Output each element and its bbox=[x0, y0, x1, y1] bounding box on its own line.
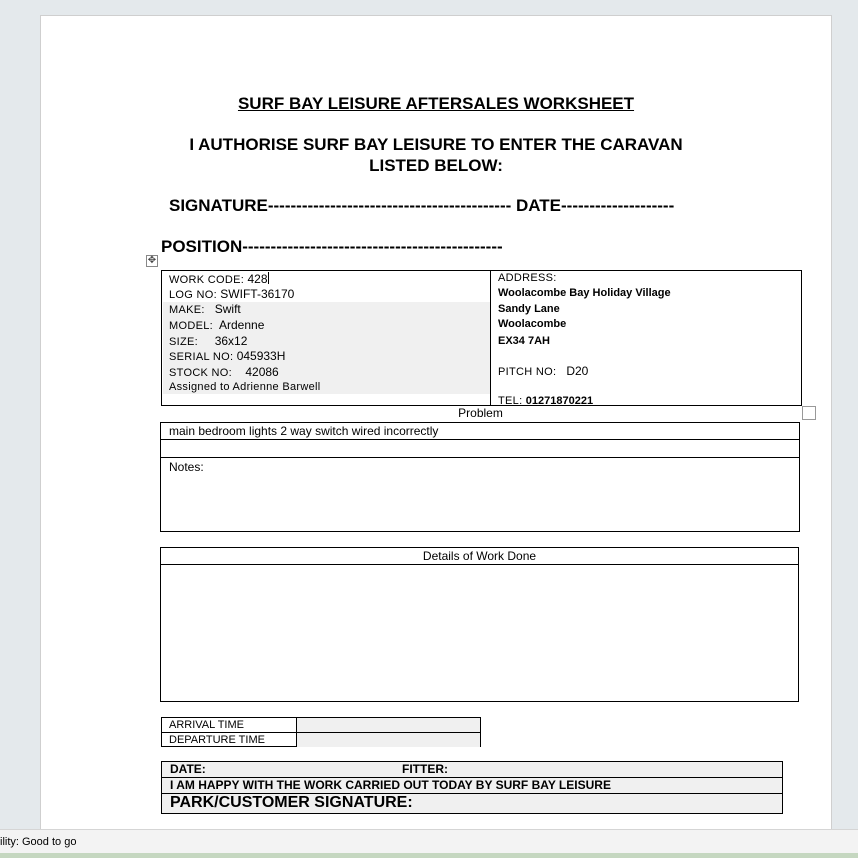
happy-statement: I AM HAPPY WITH THE WORK CARRIED OUT TODAY BY SURF BAY LEISURE bbox=[170, 778, 611, 792]
notes-label: Notes: bbox=[169, 460, 204, 474]
arrival-time-label: ARRIVAL TIME bbox=[169, 719, 244, 731]
address-label: ADDRESS: bbox=[498, 272, 557, 284]
make-row: MAKE: Swift bbox=[169, 302, 241, 316]
details-heading: Details of Work Done bbox=[161, 548, 798, 565]
log-no-value: SWIFT-36170 bbox=[220, 287, 295, 301]
serial-row: SERIAL NO: 045933H bbox=[169, 349, 286, 363]
customer-signature-label: PARK/CUSTOMER SIGNATURE: bbox=[170, 794, 413, 811]
table-move-handle-icon[interactable]: ✥ bbox=[147, 255, 157, 266]
fitter-label: FITTER: bbox=[402, 762, 448, 776]
model-value: Ardenne bbox=[219, 318, 265, 332]
stock-row: STOCK NO: 42086 bbox=[169, 365, 279, 379]
make-value: Swift bbox=[214, 302, 241, 316]
document-page[interactable] bbox=[40, 15, 832, 845]
text-cursor bbox=[268, 272, 269, 284]
authorise-line-1: I AUTHORISE SURF BAY LEISURE TO ENTER THE CARAVAN bbox=[189, 135, 683, 154]
authorise-line-2: LISTED BELOW: bbox=[369, 156, 503, 175]
departure-time-field[interactable] bbox=[296, 733, 480, 747]
address-cell[interactable] bbox=[490, 270, 802, 406]
address-line-4: EX34 7AH bbox=[498, 335, 550, 347]
problem-table[interactable] bbox=[160, 422, 800, 532]
date-label: DATE: bbox=[170, 762, 206, 776]
taskbar-strip bbox=[0, 853, 858, 858]
problem-description: main bedroom lights 2 way switch wired incorrectly bbox=[169, 424, 439, 438]
signoff-table[interactable] bbox=[161, 761, 783, 814]
divider bbox=[161, 457, 799, 458]
log-no-row: LOG NO: SWIFT-36170 bbox=[169, 287, 295, 301]
details-table[interactable] bbox=[160, 547, 799, 702]
row-end-marker[interactable] bbox=[802, 406, 816, 420]
serial-value: 045933H bbox=[236, 349, 286, 363]
accessibility-status[interactable]: ility: Good to go bbox=[0, 836, 77, 848]
arrival-time-field[interactable] bbox=[296, 718, 480, 732]
address-line-3: Woolacombe bbox=[498, 318, 567, 330]
signature-date-line: SIGNATURE------------------------------------------- DATE-------------------- bbox=[169, 196, 675, 215]
problem-heading: Problem bbox=[458, 406, 503, 420]
tel-value: 01271870221 bbox=[525, 395, 594, 407]
authorise-statement bbox=[41, 134, 831, 176]
departure-time-label: DEPARTURE TIME bbox=[169, 734, 265, 746]
position-line: POSITION---------------------------------------------- bbox=[161, 237, 503, 256]
status-bar bbox=[0, 829, 858, 854]
worksheet-title: SURF BAY LEISURE AFTERSALES WORKSHEET bbox=[237, 94, 635, 113]
address-line-1: Woolacombe Bay Holiday Village bbox=[498, 287, 671, 299]
divider bbox=[161, 439, 799, 440]
size-value: 36x12 bbox=[214, 334, 248, 348]
caravan-info-cell[interactable] bbox=[161, 270, 490, 406]
size-row: SIZE: 36x12 bbox=[169, 334, 248, 348]
stock-value: 42086 bbox=[245, 365, 279, 379]
work-code-row: WORK CODE: 428 bbox=[169, 272, 268, 286]
address-line-2: Sandy Lane bbox=[498, 303, 560, 315]
work-code-value: 428 bbox=[247, 272, 268, 286]
assigned-to: Assigned to Adrienne Barwell bbox=[169, 381, 321, 393]
pitch-value: D20 bbox=[566, 364, 589, 378]
pitch-row: PITCH NO: D20 bbox=[498, 364, 589, 378]
times-table[interactable] bbox=[161, 717, 481, 747]
tel-row: TEL: 01271870221 bbox=[498, 395, 594, 407]
model-row: MODEL: Ardenne bbox=[169, 318, 265, 332]
